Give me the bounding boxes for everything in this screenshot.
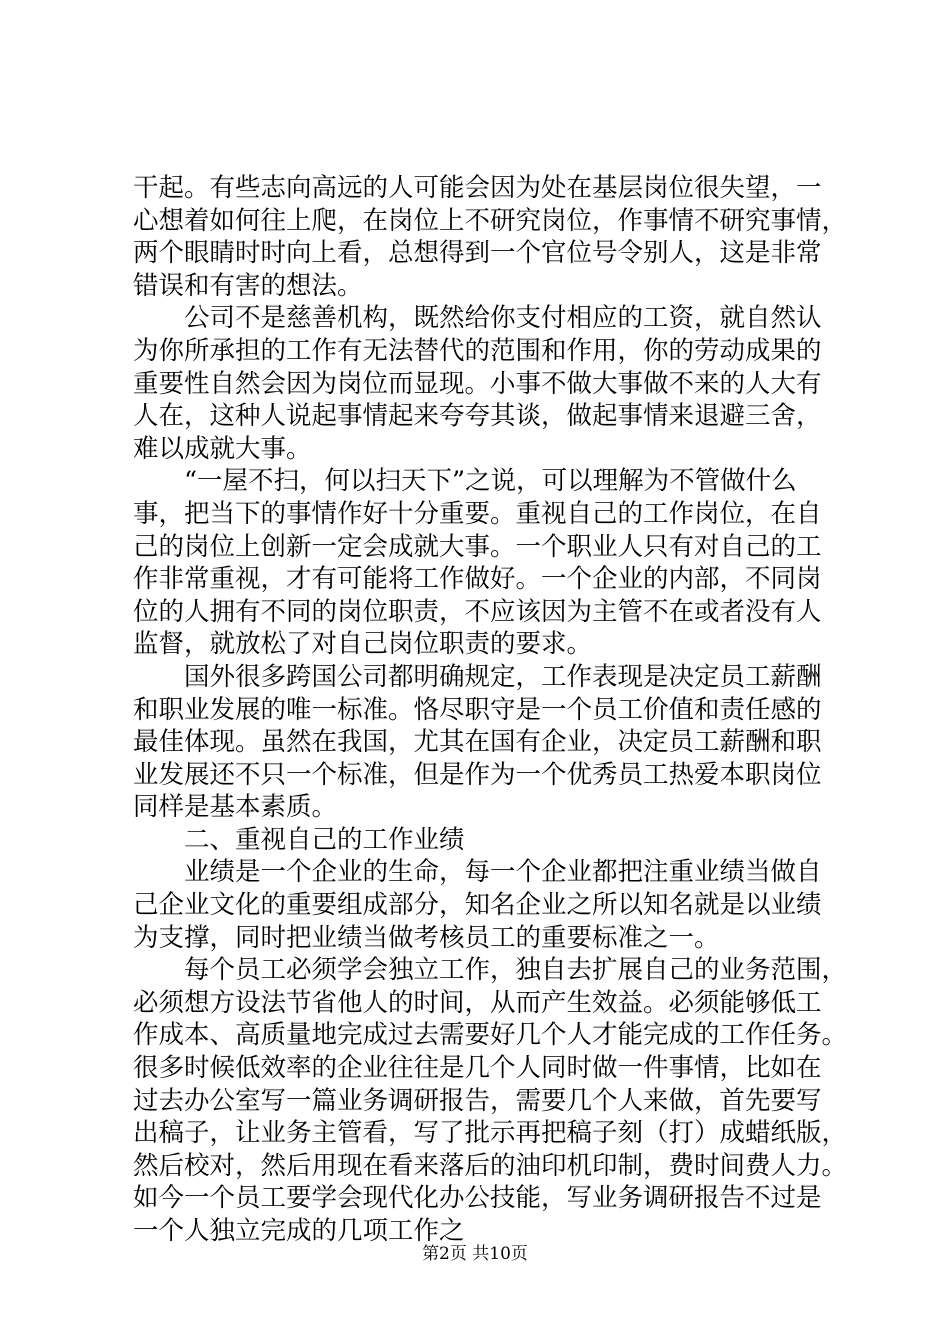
- text-line: 最佳体现。虽然在我国，尤其在国有企业，决定员工薪酬和职: [133, 727, 822, 758]
- text-line: 同样是基本素质。: [133, 792, 338, 823]
- text-line: 错误和有害的想法。: [133, 270, 363, 301]
- text-line: “一屋不扫，何以扫天下”之说，可以理解为不管做什么: [184, 466, 797, 497]
- text-line: 过去办公室写一篇业务调研报告，需要几个人来做，首先要写: [133, 1085, 822, 1116]
- text-line: 监督，就放松了对自己岗位职责的要求。: [133, 629, 593, 660]
- text-line: 然后校对，然后用现在看来落后的油印机印制，费时间费人力。: [133, 1150, 848, 1181]
- text-line: 两个眼睛时时向上看，总想得到一个官位号令别人，这是非常: [133, 238, 822, 269]
- text-line: 很多时候低效率的企业往往是几个人同时做一件事情，比如在: [133, 1053, 822, 1084]
- text-line: 业发展还不只一个标准，但是作为一个优秀员工热爱本职岗位: [133, 759, 822, 790]
- text-line: 己企业文化的重要组成部分，知名企业之所以知名就是以业绩: [133, 890, 822, 921]
- text-line: 每个员工必须学会独立工作，独自去扩展自己的业务范围，: [184, 955, 848, 986]
- text-line: 公司不是慈善机构，既然给你支付相应的工资，就自然认: [184, 303, 822, 334]
- text-line: 作非常重视，才有可能将工作做好。一个企业的内部，不同岗: [133, 564, 822, 595]
- text-line: 国外很多跨国公司都明确规定，工作表现是决定员工薪酬: [184, 661, 822, 692]
- text-line: 和职业发展的唯一标准。恪尽职守是一个员工价值和责任感的: [133, 694, 822, 725]
- text-line: 为支撑，同时把业绩当做考核员工的重要标准之一。: [133, 922, 720, 953]
- text-line: 己的岗位上创新一定会成就大事。一个职业人只有对自己的工: [133, 531, 822, 562]
- text-line: 一个人独立完成的几项工作之: [133, 1216, 465, 1246]
- text-line: 必须想方设法节省他人的时间，从而产生效益。必须能够低工: [133, 987, 822, 1018]
- text-line: 重要性自然会因为岗位而显现。小事不做大事做不来的人大有: [133, 368, 822, 399]
- text-line: 位的人拥有不同的岗位职责，不应该因为主管不在或者没有人: [133, 596, 822, 627]
- text-line: 出稿子，让业务主管看，写了批示再把稿子刻（打）成蜡纸版，: [133, 1118, 848, 1149]
- text-line: 难以成就大事。: [133, 433, 312, 464]
- text-line: 二、重视自己的工作业绩: [184, 824, 465, 855]
- text-line: 为你所承担的工作有无法替代的范围和作用，你的劳动成果的: [133, 335, 822, 366]
- text-line: 事，把当下的事情作好十分重要。重视自己的工作岗位，在自: [133, 498, 822, 529]
- text-line: 业绩是一个企业的生命，每一个企业都把注重业绩当做自: [184, 857, 822, 888]
- text-line: 如今一个员工要学会现代化办公技能，写业务调研报告不过是: [133, 1183, 822, 1214]
- text-line: 心想着如何往上爬，在岗位上不研究岗位，作事情不研究事情，: [133, 205, 848, 236]
- text-line: 人在，这种人说起事情起来夸夸其谈，做起事情来退避三舍，: [133, 401, 822, 432]
- page-footer: 第2页 共10页: [422, 1244, 528, 1264]
- text-line: 干起。有些志向高远的人可能会因为处在基层岗位很失望，一: [133, 173, 822, 203]
- text-line: 作成本、高质量地完成过去需要好几个人才能完成的工作任务。: [133, 1020, 848, 1051]
- document-body: [133, 172, 848, 1248]
